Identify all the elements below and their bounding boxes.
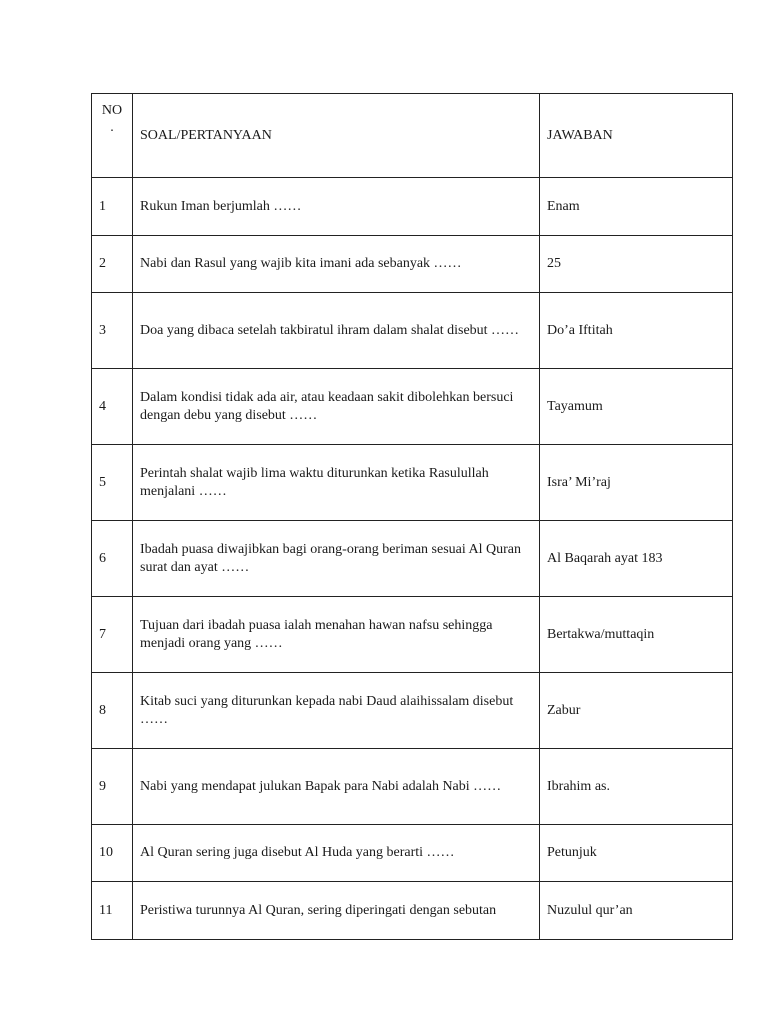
row-number: 3 [92,293,133,369]
row-number: 7 [92,597,133,673]
row-question: Al Quran sering juga disebut Al Huda yang berarti …… [133,825,540,882]
row-question: Rukun Iman berjumlah …… [133,178,540,236]
table-row [92,293,733,369]
table-row [92,825,733,882]
table-row [92,673,733,749]
header-number-dot: . [110,120,114,135]
header-number [92,94,133,178]
row-number: 6 [92,521,133,597]
row-question: Doa yang dibaca setelah takbiratul ihram dalam shalat disebut …… [133,293,540,369]
row-number: 10 [92,825,133,882]
row-number: 2 [92,236,133,293]
table-row [92,445,733,521]
row-question: Nabi dan Rasul yang wajib kita imani ada sebanyak …… [133,236,540,293]
table-row [92,597,733,673]
header-question: SOAL/PERTANYAAN [133,94,540,178]
table-row [92,236,733,293]
row-question: Kitab suci yang diturunkan kepada nabi Daud alaihissalam disebut …… [133,673,540,749]
row-question: Ibadah puasa diwajibkan bagi orang-orang beriman sesuai Al Quran surat dan ayat …… [133,521,540,597]
row-answer: Enam [540,178,733,236]
row-answer: Isra’ Mi’raj [540,445,733,521]
row-number: 1 [92,178,133,236]
row-question: Peristiwa turunnya Al Quran, sering diperingati dengan sebutan [133,882,540,940]
row-answer: Petunjuk [540,825,733,882]
table-row [92,882,733,940]
table-header-row [92,94,733,178]
row-answer: Ibrahim as. [540,749,733,825]
table-row [92,369,733,445]
row-answer: Nuzulul qur’an [540,882,733,940]
header-answer: JAWABAN [540,94,733,178]
row-answer: Do’a Iftitah [540,293,733,369]
row-number: 8 [92,673,133,749]
row-number: 4 [92,369,133,445]
row-answer: Zabur [540,673,733,749]
row-answer: Bertakwa/muttaqin [540,597,733,673]
row-question: Perintah shalat wajib lima waktu diturunkan ketika Rasulullah menjalani …… [133,445,540,521]
row-question: Dalam kondisi tidak ada air, atau keadaan sakit dibolehkan bersuci dengan debu yang disebut …… [133,369,540,445]
table-row [92,749,733,825]
row-number: 5 [92,445,133,521]
row-question: Tujuan dari ibadah puasa ialah menahan hawan nafsu sehingga menjadi orang yang …… [133,597,540,673]
question-answer-table [91,93,733,940]
row-answer: Al Baqarah ayat 183 [540,521,733,597]
row-answer: Tayamum [540,369,733,445]
row-answer: 25 [540,236,733,293]
row-question: Nabi yang mendapat julukan Bapak para Nabi adalah Nabi …… [133,749,540,825]
row-number: 9 [92,749,133,825]
header-number-label: NO [101,103,123,118]
row-number: 11 [92,882,133,940]
table-row [92,178,733,236]
table-row [92,521,733,597]
